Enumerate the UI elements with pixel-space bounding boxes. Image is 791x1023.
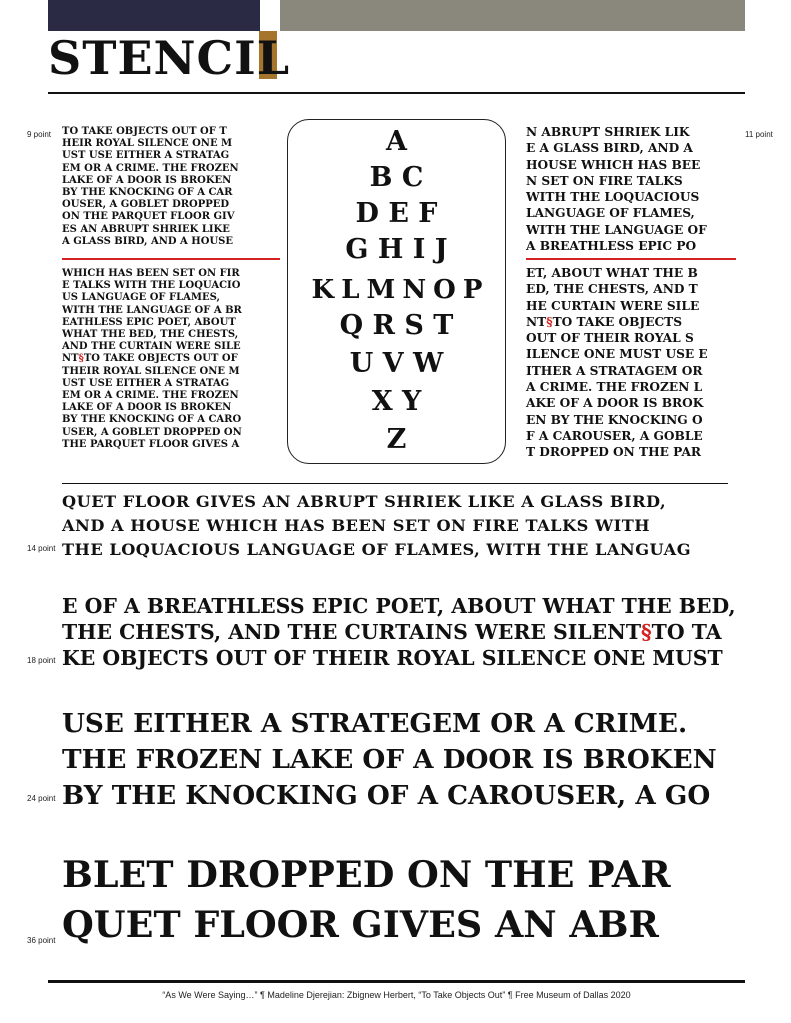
text-line: WHICH HAS BEEN SET ON FIR: [62, 268, 240, 279]
red-divider-right: [526, 258, 736, 260]
text-line: LANGUAGE OF FLAMES,: [526, 206, 695, 221]
navy-bar: [48, 0, 260, 31]
text-line: HOUSE WHICH HAS BEE: [526, 157, 701, 172]
text-line: EM OR A CRIME. THE FROZEN: [62, 390, 239, 402]
text-line: A GLASS BIRD, AND A HOUSE: [62, 235, 234, 247]
red-section-mark: §: [641, 620, 652, 644]
text-line: EATHLESS EPIC POET, ABOUT: [62, 316, 236, 328]
text-line: ITHER A STRATAGEM OR: [526, 363, 703, 378]
text-line: F A CAROUSER, A GOBLE: [526, 428, 703, 443]
text-line: AND A HOUSE WHICH HAS BEEN SET ON FIRE TALKS WITH: [62, 516, 651, 535]
text-line: ES AN ABRUPT SHRIEK LIKE: [62, 223, 230, 235]
text-line: E A GLASS BIRD, AND A: [526, 141, 693, 156]
footer-credit: “As We Were Saying…” ¶ Madeline Djerejian: Zbignew Herbert, “To Take Objects Out” ¶ Free Museum of Dallas 2020: [162, 990, 631, 1000]
middle-divider: [62, 483, 728, 484]
text-line: WITH THE LOQUACIOUS: [526, 190, 700, 205]
text-line: USER, A GOBLET DROPPED ON: [62, 426, 242, 438]
text-line: BY THE KNOCKING OF A CAROUSER, A GO: [62, 780, 711, 811]
text-line: KE OBJECTS OUT OF THEIR ROYAL SILENCE ONE MUST: [62, 646, 723, 670]
bottom-divider: [48, 980, 745, 983]
text-line: OUT OF THEIR ROYAL S: [526, 331, 694, 346]
text-line: AND THE CURTAIN WERE SILE: [62, 341, 241, 353]
sample-14-point: [62, 490, 691, 562]
red-section-mark: §: [546, 314, 553, 329]
eye-chart-row: X Y: [371, 386, 422, 417]
label-9-point: 9 point: [27, 130, 52, 139]
text-line: OUSER, A GOBLET DROPPED: [62, 199, 230, 211]
text-line: N ABRUPT SHRIEK LIK: [526, 125, 690, 139]
sample-36-point: [62, 850, 671, 950]
text-line: ILENCE ONE MUST USE E: [526, 347, 708, 362]
text-line: THE PARQUET FLOOR GIVES A: [62, 438, 240, 450]
eye-chart-row: U V W: [349, 348, 444, 379]
text-line: ET, ABOUT WHAT THE B: [526, 266, 698, 280]
text-line: UST USE EITHER A STRATAG: [62, 150, 230, 162]
text-line: A BREATHLESS EPIC PO: [526, 239, 697, 254]
label-24-point: 24 point: [27, 794, 56, 803]
page-title: STENCIL: [48, 31, 291, 85]
text-line: QUET FLOOR GIVES AN ABRUPT SHRIEK LIKE A GLASS BIRD,: [62, 492, 667, 511]
label-14-point: 14 point: [27, 544, 56, 553]
sample-18-point: [62, 593, 736, 671]
eye-chart-row: Q R S T: [339, 310, 454, 341]
text-line: LAKE OF A DOOR IS BROKEN: [62, 402, 232, 414]
text-line: WHAT THE BED, THE CHESTS,: [62, 329, 239, 341]
eye-chart-row: Z: [386, 424, 407, 455]
text-line: HE CURTAIN WERE SILE: [526, 298, 700, 313]
text-line: BY THE KNOCKING OF A CAR: [62, 187, 233, 199]
red-section-mark: §: [78, 353, 84, 365]
text-line: NT§TO TAKE OBJECTS OUT OF: [62, 353, 238, 365]
text-line: NT§TO TAKE OBJECTS: [526, 314, 683, 329]
text-line: THE FROZEN LAKE OF A DOOR IS BROKEN: [62, 744, 717, 775]
text-line: EN BY THE KNOCKING O: [526, 412, 703, 427]
text-line: USE EITHER A STRATEGEM OR A CRIME.: [62, 708, 688, 739]
text-line: US LANGUAGE OF FLAMES,: [62, 292, 220, 304]
eye-chart-row: B C: [369, 162, 424, 193]
text-line: EM OR A CRIME. THE FROZEN: [62, 162, 239, 174]
text-line: AKE OF A DOOR IS BROK: [526, 396, 704, 411]
text-line: WITH THE LANGUAGE OF: [526, 222, 707, 237]
text-column-11pt-bottom: [526, 265, 736, 461]
red-divider-left: [62, 258, 280, 260]
text-line: BY THE KNOCKING OF A CARO: [62, 414, 242, 426]
label-36-point: 36 point: [27, 936, 56, 945]
text-line: WITH THE LANGUAGE OF A BR: [62, 304, 242, 316]
text-line: LAKE OF A DOOR IS BROKEN: [62, 174, 232, 186]
text-line: THE LOQUACIOUS LANGUAGE OF FLAMES, WITH THE LANGUAG: [62, 540, 692, 559]
text-column-11pt-top: [526, 124, 736, 254]
eye-chart-row: A: [386, 126, 407, 157]
text-line: ED, THE CHESTS, AND T: [526, 282, 698, 297]
text-column-9pt-top: [62, 126, 276, 248]
label-11-point: 11 point: [745, 130, 773, 139]
text-line: THEIR ROYAL SILENCE ONE M: [62, 365, 240, 377]
text-column-9pt-bottom: [62, 268, 276, 451]
eye-chart-row: G H I J: [345, 234, 448, 265]
text-line: ON THE PARQUET FLOOR GIV: [62, 211, 235, 223]
text-line: UST USE EITHER A STRATAG: [62, 377, 230, 389]
sample-24-point: [62, 706, 717, 814]
text-line: TO TAKE OBJECTS OUT OF T: [62, 126, 227, 137]
text-line: A CRIME. THE FROZEN L: [526, 380, 703, 395]
top-divider: [48, 92, 745, 94]
text-line: N SET ON FIRE TALKS: [526, 173, 683, 188]
eye-chart-row: K L M N O P: [311, 275, 482, 305]
label-18-point: 18 point: [27, 656, 56, 665]
text-line: E TALKS WITH THE LOQUACIO: [62, 280, 241, 292]
text-line: HEIR ROYAL SILENCE ONE M: [62, 138, 233, 150]
gray-bar: [280, 0, 745, 31]
text-line: QUET FLOOR GIVES AN ABR: [62, 903, 659, 946]
text-line: BLET DROPPED ON THE PAR: [62, 853, 671, 896]
eye-chart-row: D E F: [355, 198, 438, 229]
text-line: E OF A BREATHLESS EPIC POET, ABOUT WHAT THE BED,: [62, 594, 736, 618]
text-line: THE CHESTS, AND THE CURTAINS WERE SILENT§TO TA: [62, 620, 722, 644]
text-line: T DROPPED ON THE PAR: [526, 445, 702, 460]
